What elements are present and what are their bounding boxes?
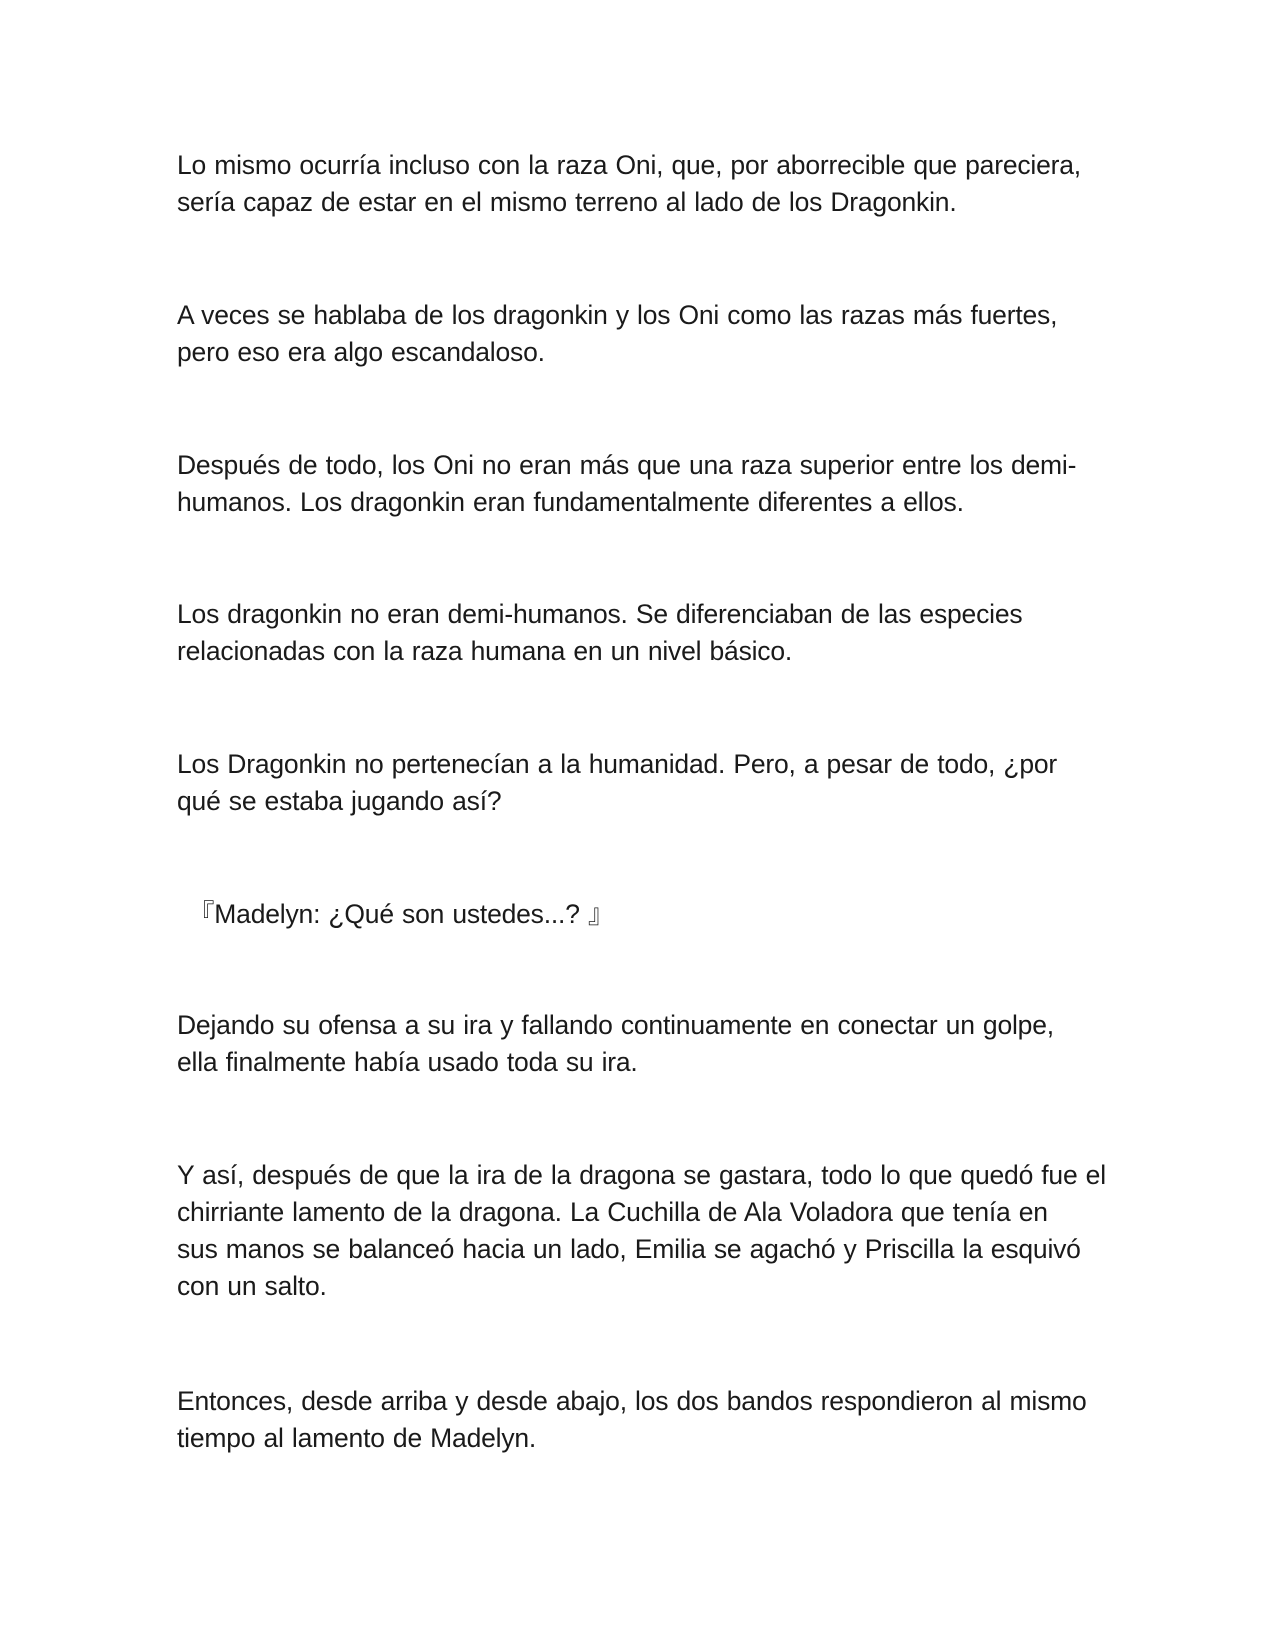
dialogue-line [188, 896, 1128, 933]
paragraph-line: con un salto. [177, 1271, 327, 1301]
paragraph-line: 『Madelyn: ¿Qué son ustedes...? 』 [188, 899, 615, 929]
paragraph-line: qué se estaba jugando así? [177, 786, 502, 816]
paragraph-line: humanos. Los dragonkin eran fundamentalmente diferentes a ellos. [177, 487, 964, 517]
paragraph-line: ella finalmente había usado toda su ira. [177, 1047, 638, 1077]
paragraph-5 [177, 746, 1117, 820]
paragraph-9 [177, 1383, 1117, 1457]
paragraph-line: A veces se hablaba de los dragonkin y los Oni como las razas más fuertes, [177, 300, 1058, 330]
paragraph-line: Los Dragonkin no pertenecían a la humanidad. Pero, a pesar de todo, ¿por [177, 749, 1058, 779]
paragraph-line: Los dragonkin no eran demi-humanos. Se diferenciaban de las especies [177, 599, 1023, 629]
paragraph-line: Entonces, desde arriba y desde abajo, los dos bandos respondieron al mismo [177, 1386, 1087, 1416]
paragraph-1 [177, 147, 1117, 221]
paragraph-line: Lo mismo ocurría incluso con la raza Oni, que, por aborrecible que pareciera, [177, 150, 1081, 180]
paragraph-line: relacionadas con la raza humana en un nivel básico. [177, 636, 793, 666]
paragraph-3 [177, 447, 1117, 521]
paragraph-line: Y así, después de que la ira de la dragona se gastara, todo lo que quedó fue el [177, 1160, 1106, 1190]
paragraph-line: Después de todo, los Oni no eran más que una raza superior entre los demi- [177, 450, 1077, 480]
paragraph-8 [177, 1157, 1117, 1305]
paragraph-4 [177, 596, 1117, 670]
paragraph-line: Dejando su ofensa a su ira y fallando continuamente en conectar un golpe, [177, 1010, 1054, 1040]
paragraph-line: pero eso era algo escandaloso. [177, 337, 545, 367]
paragraph-7 [177, 1007, 1117, 1081]
paragraph-line: tiempo al lamento de Madelyn. [177, 1423, 537, 1453]
paragraph-line: chirriante lamento de la dragona. La Cuchilla de Ala Voladora que tenía en [177, 1197, 1048, 1227]
paragraph-line: sería capaz de estar en el mismo terreno al lado de los Dragonkin. [177, 187, 957, 217]
paragraph-line: sus manos se balanceó hacia un lado, Emilia se agachó y Priscilla la esquivó [177, 1234, 1081, 1264]
paragraph-2 [177, 297, 1117, 371]
